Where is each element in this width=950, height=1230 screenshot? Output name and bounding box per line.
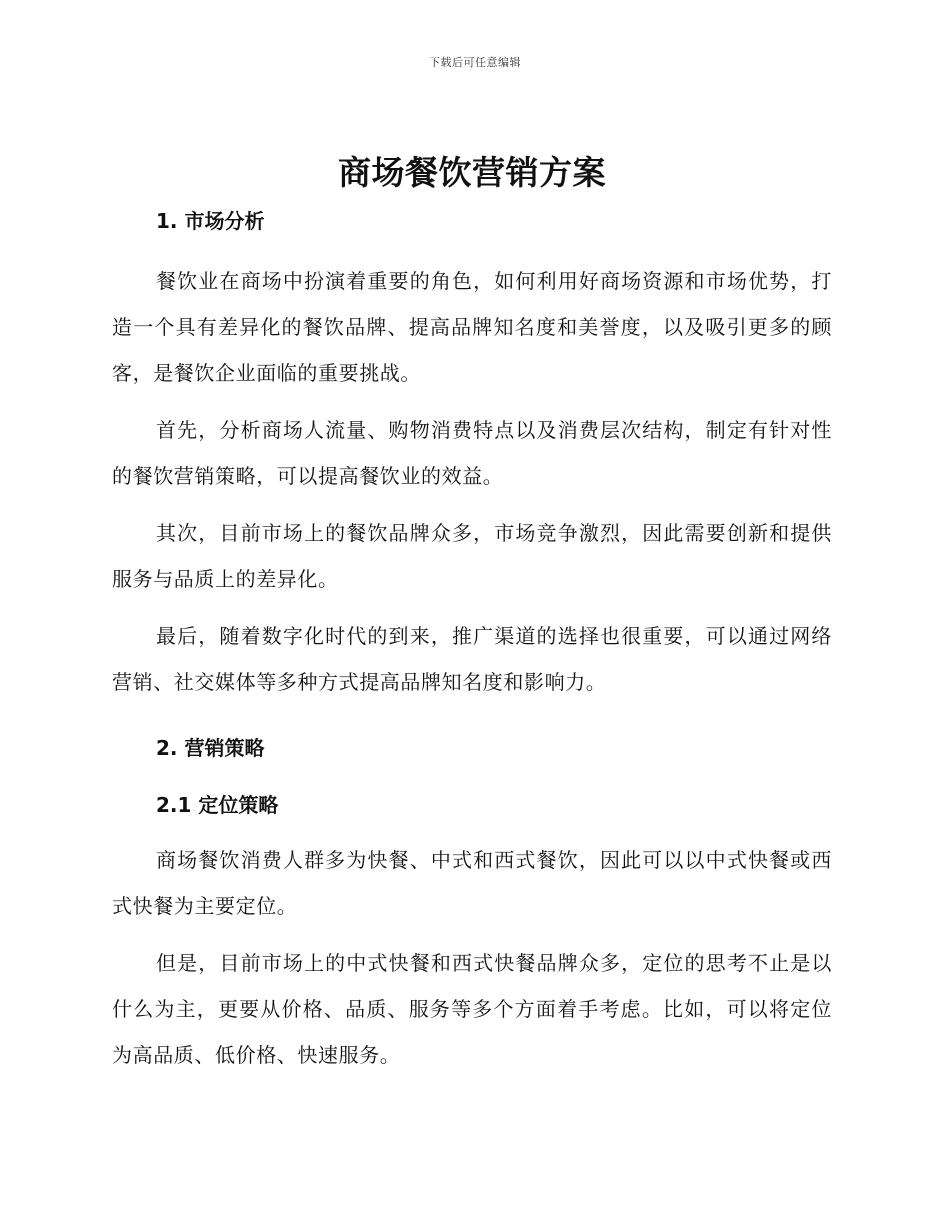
section-heading-market-analysis: 1. 市场分析 bbox=[156, 209, 265, 233]
document-body bbox=[112, 150, 832, 1078]
paragraph: 首先，分析商场人流量、购物消费特点以及消费层次结构，制定有针对性的餐饮营销策略，可以提高餐饮业的效益。 bbox=[112, 418, 832, 488]
page-header-note: 下载后可任意编辑 bbox=[429, 56, 521, 69]
paragraph: 但是，目前市场上的中式快餐和西式快餐品牌众多，定位的思考不止是以什么为主，更要从价格、品质、服务等多个方面着手考虑。比如，可以将定位为高品质、低价格、快速服务。 bbox=[112, 951, 832, 1067]
subsection-heading-positioning: 2.1 定位策略 bbox=[156, 793, 279, 817]
section-heading-marketing-strategy: 2. 营销策略 bbox=[156, 736, 265, 760]
paragraph: 商场餐饮消费人群多为快餐、中式和西式餐饮，因此可以以中式快餐或西式快餐为主要定位。 bbox=[112, 848, 832, 918]
paragraph: 最后，随着数字化时代的到来，推广渠道的选择也很重要，可以通过网络营销、社交媒体等多种方式提高品牌知名度和影响力。 bbox=[112, 624, 832, 694]
document-title: 商场餐饮营销方案 bbox=[338, 153, 606, 192]
paragraph: 其次，目前市场上的餐饮品牌众多，市场竞争激烈，因此需要创新和提供服务与品质上的差异化。 bbox=[112, 521, 832, 591]
paragraph: 餐饮业在商场中扮演着重要的角色，如何利用好商场资源和市场优势，打造一个具有差异化的餐饮品牌、提高品牌知名度和美誉度，以及吸引更多的顾客，是餐饮企业面临的重要挑战。 bbox=[112, 269, 832, 385]
